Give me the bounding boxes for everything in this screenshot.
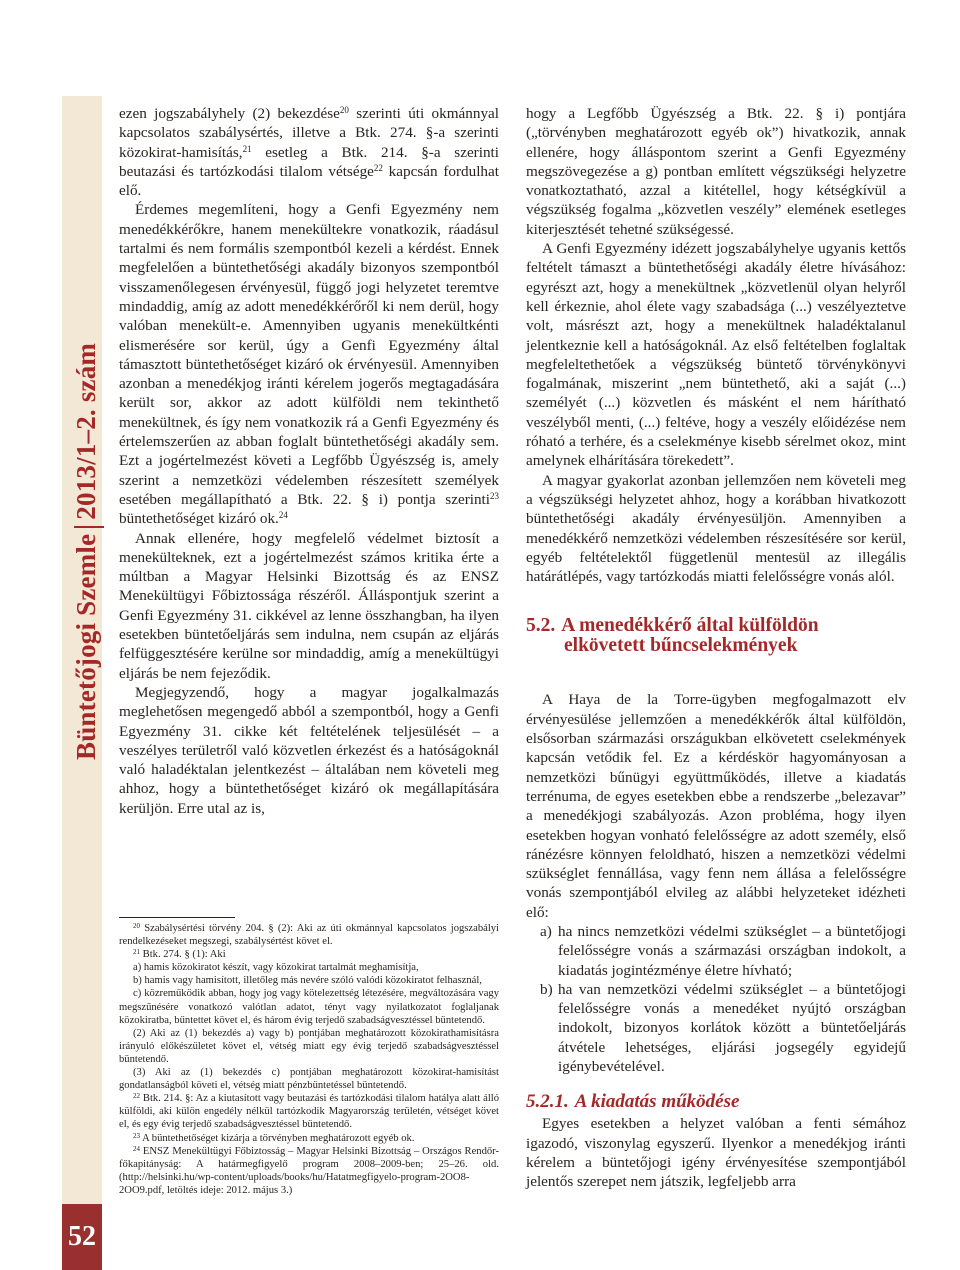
paragraph: Megjegyzendő, hogy a magyar jogalkalmazás meglehetősen megengedő abból a szempontból, hogy a Genfi Egyezmény 31. cikke két feltételének teljesülését – a veszélyes területről való közvetlen érkezést és a hatóságoknál való haladéktalan jelentkezést – általában nem követeli meg ahhoz, hogy a büntethetőséget kizáró ok megállapítására kerüljön. Erre utal az is, (119, 683, 499, 817)
list-item (540, 922, 906, 980)
footnote (119, 1027, 499, 1066)
footnote-separator (119, 917, 235, 918)
paragraph: Érdemes megemlíteni, hogy a Genfi Egyezmény nem menedékkérőkre, hanem menekültekre vonatkozik, ráadásul tartalmi és nem formális szempontból kezeli a kérdést. Ennek megfelelően a büntethetőségi akadály bizonyos szempontból visszamenőlegesen érvényesül, függő jogi helyzetet teremtve mindaddig, amíg az adott menedékkérőről ki nem derül, hogy valóban menekült-e. Amennyiben ugyanis menekültkénti elismerésére sor kerül, úgy a Genfi Egyezmény által támasztott büntethetőséget kizáró ok érvényesül. Amennyiben azonban a menedékjog iránti kérelem jogerős megtagadására került sor, akkor az adott külföldi nem tekinthető menekültnek, és így nem vonatkozik rá a Genfi Egyezmény és értelemszerűen az abban foglalt büntethetőségi akadály sem. Ezt a jogértelmezést követi a Legfőbb Ügyészség is, amely szerint a nemzetközi védelemben részesített személyek esetében megállapítható a Btk. 22. § i) pontja szerinti$^{23}$ büntethetőséget kizáró ok.$^{24}$ (119, 201, 499, 528)
footnote (119, 1066, 499, 1092)
section-number: 5.2. (526, 615, 556, 637)
title-separator (74, 526, 104, 528)
footnote-number: 22 (133, 1092, 140, 1101)
footnote (119, 974, 499, 987)
footnote-number: 21 (133, 948, 140, 957)
left-column (119, 104, 499, 818)
footnote-text: a) hamis közokiratot készít, vagy közokirat tartalmát meghamisítja, (133, 962, 419, 974)
paragraph: Egyes esetekben a helyzet valóban a fenti sémához igazodó, viszonylag egyszerű. Ilyenkor a menedékjog iránti kérelem a büntetőjogi igény érvényesítése szempontjából jelentős szerepet nem játszik, legfeljebb arra (526, 1115, 906, 1191)
subsection-number: 5.2.1. (526, 1091, 569, 1113)
footnote-number: 20 (133, 922, 140, 930)
footnote-ref[interactable]: 24 (278, 510, 288, 521)
list-item (540, 980, 906, 1076)
footnote-ref[interactable]: 22 (373, 162, 383, 173)
list-label: b) (540, 980, 553, 998)
footnote (119, 1145, 499, 1197)
footnote (119, 987, 499, 1026)
right-column (526, 104, 906, 1192)
enumerated-list (526, 922, 906, 1076)
paragraph: A Genfi Egyezmény idézett jogszabályhelye ugyanis kettős feltételt támaszt a büntethetőségi akadály életre hívásához: egyrészt azt, hogy a menekültnek „közvetlenül olyan helyről kell érkeznie, ahol élete vagy szabadsága (...) veszélyeztetve volt, másrészt azt, hogy a menekültnek haladéktalanul jelentkeznie kell a hatóságoknál. Az első feltételben foglaltak megfeleltethetőek a végszükség büntető törvénykönyvi fogalmának, miszerint „nem büntethető, aki a saját (...) személyét (...) közvetlen és másként el nem hárítható veszélyből menti, (...) feltéve, hogy a veszély előidézése nem róható a terhére, és a cselekménye kisebb sérelmet okoz, mint amelynek elhárítására törekedett”. (526, 240, 906, 470)
footnote-number: 23 (133, 1131, 140, 1140)
footnote (119, 948, 499, 961)
footnote-text: (3) Aki az (1) bekezdés c) pontjában meghatározott közokirat-hamisítást gondatlanságból követi el, vétség miatt pénzbüntetéssel büntetendő. (119, 1067, 499, 1092)
page-number: 52 (68, 1221, 96, 1252)
footnote-number: 24 (133, 1144, 140, 1153)
footnote-text: Szabálysértési törvény 204. § (2): Aki az úti okmánnyal kapcsolatos jogszabályi rendelkezéseket megszegi, szabálysértést követ el. (119, 923, 499, 948)
footnote-ref[interactable]: 23 (490, 490, 499, 501)
footnote-ref[interactable]: 20 (339, 105, 349, 115)
footnote (119, 1092, 499, 1131)
section-heading: 5.2. A menedékkérő által külföldön elkövetett bűncselekmények (526, 615, 819, 657)
footnote-text: b) hamis vagy hamisított, illetőleg más nevére szóló valódi közokiratot felhasznál, (133, 975, 482, 987)
footnote-text: Btk. 214. §: Az a kiutasított vagy beutazási és tartózkodási tilalom hatálya alatt álló külföldi, aki külön engedély nélkül tartózkodik Magyarország területén, vétséget követ el, és egy évig terjedő szabadságvesztéssel büntetendő. (119, 1093, 500, 1131)
list-label: a) (540, 922, 552, 940)
footnote-text: c) közreműködik abban, hogy jog vagy kötelezettség létezésére, megváltozására vagy megszűnésére vonatkozó valótlan adatot, tényt vagy nyilatkozatot foglaljanak közokiratba, bűntettet követ el, és három évig terjedő szabadságvesztéssel büntetendő. (119, 988, 499, 1026)
footnote (119, 961, 499, 974)
footnote-text: A büntethetőséget kizárja a törvényben meghatározott egyéb ok. (142, 1132, 415, 1144)
footnote (119, 922, 499, 948)
subsection-heading: 5.2.1. A kiadatás működése (526, 1091, 740, 1113)
footnote-text: ENSZ Menekültügyi Főbiztosság – Magyar Helsinki Bizottság – Országos Rendőr-főkapitányság: A határmegfigyelő program 2008–2009-ben; 25–26. old. (http://helsinki.hu/wp-content/uploads/books/hu/Hatatmegfigyelo-program-2OO8-2OO9.pdf, letöltés ideje: 2012. május 3.) (119, 1145, 500, 1196)
footnote-text: (2) Aki az (1) bekezdés a) vagy b) pontjában meghatározott közokirathamisításra irányuló előkészületet követ el, vétség miatt egy évig terjedő szabadságvesztéssel büntetendő. (119, 1027, 499, 1065)
footnotes (119, 922, 499, 1197)
journal-issue: 2013/1–2. szám (71, 342, 101, 520)
paragraph: hogy a Legfőbb Ügyészség a Btk. 22. § i) pontjára („törvényben meghatározott egyéb ok”) hivatkozik, annak ellenére, hogy álláspontom szerint a Genfi Egyezmény megszövegezése a g) pontban említett végszükségi helyzetre vonatkoztatható, azzal a kitétellel, hogy kétségkívül a végszükség fogalma „közvetlen veszély” elemének esetleges kiterjesztését tehetné szükségessé. (526, 105, 906, 238)
footnote (119, 1132, 499, 1145)
paragraph: A Haya de la Torre-ügyben megfogalmazott elv érvényesülése jellemzően a menedékkérők által külföldön, elsősorban származási országukban elkövetett cselekmények kapcsán vetődik fel. Ez a kérdéskör hagyományosan a nemzetközi bűnügyi együttműködés, illetve a kiadatás terrénuma, de egyes esetekben ebbe a rendszerbe „belezavar” a menedékjogi szabályozás. Azon probléma, hogy ilyen esetekben hogyan vonható felelősségre az adott személy, első ránézésre könnyen feloldható, hiszen a nemzetközi védelmi szükséglet fennállása, vagy fenn nem állása a felelősségre vonás szempontjából elvileg az alábbi helyzeteket idézheti elő: (526, 691, 906, 921)
list-text: ha nincs nemzetközi védelmi szükséglet – a büntetőjogi felelősségre vonás a származási országban indokolt, a kiadatás jogintézménye életre hívható; (558, 922, 906, 979)
list-text: ha van nemzetközi védelmi szükséglet – a büntetőjogi felelősségre vonás a menedéket nyújtó országban indokolt, bizonyos korlátok között a büntetőeljárás átvétele lehetséges, eljárási jogsegély egyidejű igénybevételével. (558, 980, 906, 1076)
paragraph: ezen jogszabályhely (2) bekezdése$^{20}$ szerinti úti okmánnyal kapcsolatos szabálysértés, illetve a Btk. 274. §-a szerinti közokirat-hamisítás,$^{21}$ esetleg a Btk. 214. §-a szerinti beutazási és tartózkodási tilalom vétsége$^{22}$ kapcsán fordulhat elő. (119, 105, 499, 200)
journal-name: Büntetőjogi Szemle (71, 533, 101, 760)
paragraph: Annak ellenére, hogy megfelelő védelmet biztosít a menekülteknek, ezt a jogértelmezést számos kritika érte a múltban a Magyar Helsinki Bizottság és az ENSZ Menekültügyi Főbiztossága részéről. Álláspontjuk szerint a Genfi Egyezmény 31. cikkével az lenne összhangban, ha ilyen esetekben büntetőeljárás sem indulna, nem csupán az eljárás felfüggesztésére kerülne sor mindaddig, amíg a menekültügyi eljárás be nem fejeződik. (119, 529, 499, 682)
paragraph: A magyar gyakorlat azonban jellemzően nem követeli meg a végszükségi helyzetet ahhoz, hogy a korábban hivatkozott büntethetőségi akadály érvényesüljön. Amennyiben a menedékkérő nemzetközi védelemben részesítésére sor kerül, egyéb feltételektől függetlenül mentesül az illegális határátlépés, vagy tartózkodás miatti felelősségre vonás alól. (526, 471, 906, 586)
footnote-ref[interactable]: 21 (242, 143, 252, 154)
footnote-text: Btk. 274. § (1): Aki (142, 949, 226, 961)
